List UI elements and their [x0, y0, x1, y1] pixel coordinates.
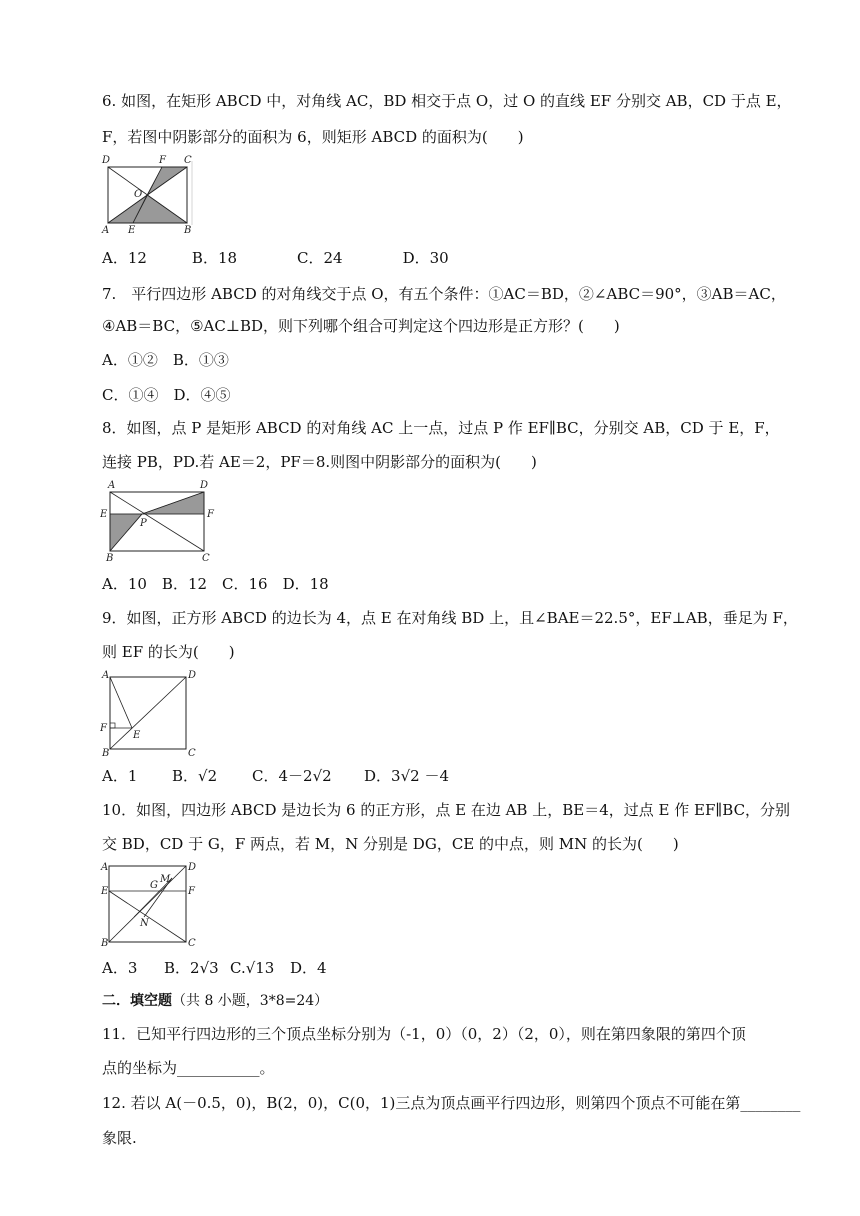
- q9-label-f: F: [100, 723, 107, 734]
- q6-rectangle-diagram: [100, 153, 200, 235]
- q10-label-m: M: [160, 874, 171, 885]
- q6-label-d: D: [102, 155, 111, 166]
- section2-title: 二．填空题: [102, 993, 172, 1009]
- q10-label-g: G: [150, 880, 158, 891]
- q9-label-a: A: [102, 670, 110, 681]
- q10-label-b: B: [101, 938, 109, 948]
- q10-option-a: A．3: [102, 959, 138, 977]
- q6-label-f: F: [159, 155, 166, 166]
- q6-figure: [100, 153, 200, 235]
- q9-line-ae: [110, 677, 132, 728]
- q8-figure: [100, 478, 220, 564]
- q8-label-d: D: [200, 480, 209, 491]
- q9-diagonal-bd: [110, 677, 186, 749]
- q8-text-line1: 8．如图，点 P 是矩形 ABCD 的对角线 AC 上一点，过点 P 作 EF∥BC，分别交 AB，CD 于 E，F，: [102, 419, 780, 437]
- q9-figure: [100, 668, 200, 760]
- q6-label-a: A: [102, 225, 110, 235]
- q10-options: [102, 958, 327, 978]
- q10-option-c: C.√13: [230, 959, 275, 977]
- q9-option-c: C．4－2√2: [252, 767, 332, 785]
- q10-label-f: F: [188, 886, 195, 897]
- q6-label-o: O: [134, 189, 143, 200]
- q10-line-ce: [109, 891, 186, 942]
- section2-heading: [102, 991, 328, 1011]
- q7-options-row2: C．①④ D．④⑤: [102, 386, 231, 404]
- q9-text-line1: 9．如图，正方形 ABCD 的边长为 4，点 E 在对角线 BD 上，且∠BAE＝22.5°，EF⊥AB，垂足为 F，: [102, 609, 798, 627]
- q7-text-line2: ④AB＝BC，⑤AC⊥BD，则下列哪个组合可判定这个四边形是正方形？( ): [102, 317, 620, 335]
- q10-label-c: C: [188, 938, 196, 948]
- q10-text-line2: 交 BD，CD 于 G，F 两点，若 M，N 分别是 DG，CE 的中点，则 MN 的长为( ): [102, 835, 679, 853]
- q7-text-line1: 7. 平行四边形 ABCD 的对角线交于点 O，有五个条件：①AC＝BD，②∠ABC＝90°，③AB＝AC，: [102, 285, 786, 303]
- q8-text-line2: 连接 PB，PD.若 AE＝2，PF＝8.则图中阴影部分的面积为( ): [102, 453, 537, 471]
- q11-text-line2: 点的坐标为___________。: [102, 1059, 275, 1077]
- q6-label-b: B: [184, 225, 192, 235]
- q8-label-b: B: [106, 553, 114, 564]
- q10-label-e: E: [101, 886, 109, 897]
- q10-text-line1: 10．如图，四边形 ABCD 是边长为 6 的正方形，点 E 在边 AB 上，BE＝4，过点 E 作 EF∥BC，分别: [102, 801, 791, 819]
- q9-label-d: D: [188, 670, 197, 681]
- q8-label-f: F: [207, 509, 214, 520]
- q12-text-line2: 象限.: [102, 1129, 137, 1147]
- q8-label-a: A: [108, 480, 116, 491]
- q9-label-c: C: [188, 748, 196, 759]
- q8-label-e: E: [100, 509, 108, 520]
- q9-options: [102, 766, 449, 786]
- q10-label-d: D: [188, 862, 197, 873]
- q8-options: A．10 B．12 C．16 D．18: [102, 575, 329, 593]
- q6-options: A．12 B．18 C．24 D．30: [102, 249, 449, 267]
- q10-label-a: A: [101, 862, 109, 873]
- q9-right-angle-mark: [110, 723, 115, 728]
- q6-text-line2: F，若图中阴影部分的面积为 6，则矩形 ABCD 的面积为( ): [102, 128, 524, 146]
- q9-option-d: D．3√2 －4: [364, 767, 449, 785]
- q12-text-line1: 12. 若以 A(－0.5，0)，B(2，0)，C(0，1)三点为顶点画平行四边形，则第四个顶点不可能在第________: [102, 1094, 801, 1112]
- q7-options-row1: A．①② B．①③: [102, 351, 229, 369]
- q8-rectangle-diagram: [100, 478, 220, 564]
- q6-text-line1: 6. 如图，在矩形 ABCD 中，对角线 AC，BD 相交于点 O，过 O 的直线 EF 分别交 AB，CD 于点 E，: [102, 92, 792, 110]
- q10-option-b: B．2√3: [164, 959, 219, 977]
- q10-option-d: D．4: [290, 959, 327, 977]
- section2-note: （共 8 小题，3*8=24）: [172, 993, 329, 1009]
- q10-label-n: N: [140, 918, 149, 929]
- q9-text-line2: 则 EF 的长为( ): [102, 643, 235, 661]
- q8-label-c: C: [202, 553, 210, 564]
- q9-option-a: A．1: [102, 767, 138, 785]
- q10-figure: [100, 860, 200, 948]
- q9-label-b: B: [102, 748, 110, 759]
- q10-square-diagram: [100, 860, 200, 948]
- q8-label-p: P: [140, 518, 147, 529]
- q6-label-c: C: [184, 155, 192, 166]
- q11-text-line1: 11．已知平行四边形的三个顶点坐标分别为（-1，0）（0，2）（2，0），则在第四象限的第四个顶: [102, 1025, 746, 1043]
- q9-option-b: B．√2: [172, 767, 218, 785]
- q9-square-diagram: [100, 668, 200, 760]
- q9-label-e: E: [133, 730, 141, 741]
- q10-diagonal-bd: [109, 866, 186, 942]
- q6-label-e: E: [128, 225, 136, 235]
